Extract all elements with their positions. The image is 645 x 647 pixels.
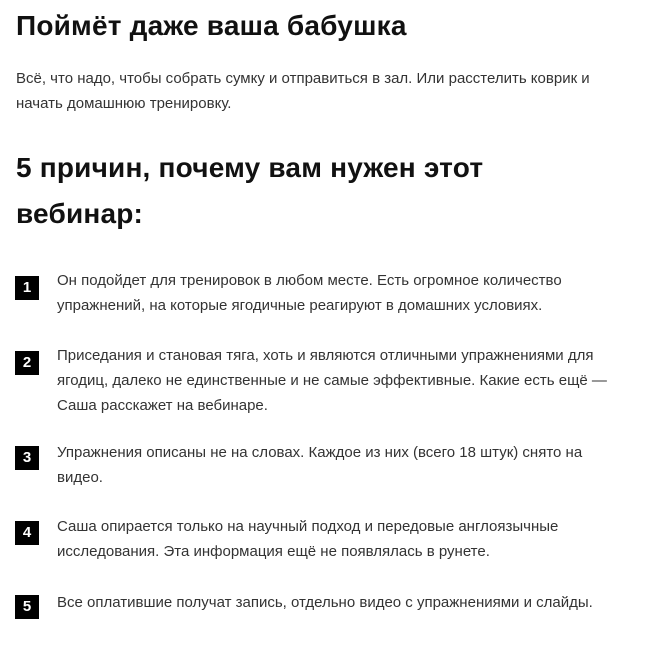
reason-text: Приседания и становая тяга, хоть и являются отличными упражнениями для ягодиц, далеко не единственные и не самые эффективные. Какие есть ещё — Саша расскажет на вебинаре.	[57, 347, 607, 414]
reason-text: Он подойдет для тренировок в любом месте. Есть огромное количество упражнений, на которые ягодичные реагируют в домашних условиях.	[57, 272, 562, 314]
reason-number-badge: 2	[15, 351, 39, 375]
intro-paragraph: Всё, что надо, чтобы собрать сумку и отправиться в зал. Или расстелить коврик и начать домашнюю тренировку.	[16, 70, 590, 112]
reason-number-badge: 4	[15, 521, 39, 545]
reason-text: Упражнения описаны не на словах. Каждое из них (всего 18 штук) снято на видео.	[57, 444, 583, 486]
reason-number-badge: 1	[15, 276, 39, 300]
page-title: Поймёт даже ваша бабушка	[16, 10, 407, 41]
reason-text: Саша опирается только на научный подход и передовые англоязычные исследования. Эта информация ещё не появлялась в рунете.	[57, 518, 559, 560]
reason-number-badge: 3	[15, 446, 39, 470]
reasons-heading: 5 причин, почему вам нужен этот вебинар:	[16, 152, 484, 229]
reason-number-badge: 5	[15, 595, 39, 619]
reason-text: Все оплатившие получат запись, отдельно видео с упражнениями и слайды.	[57, 594, 593, 611]
